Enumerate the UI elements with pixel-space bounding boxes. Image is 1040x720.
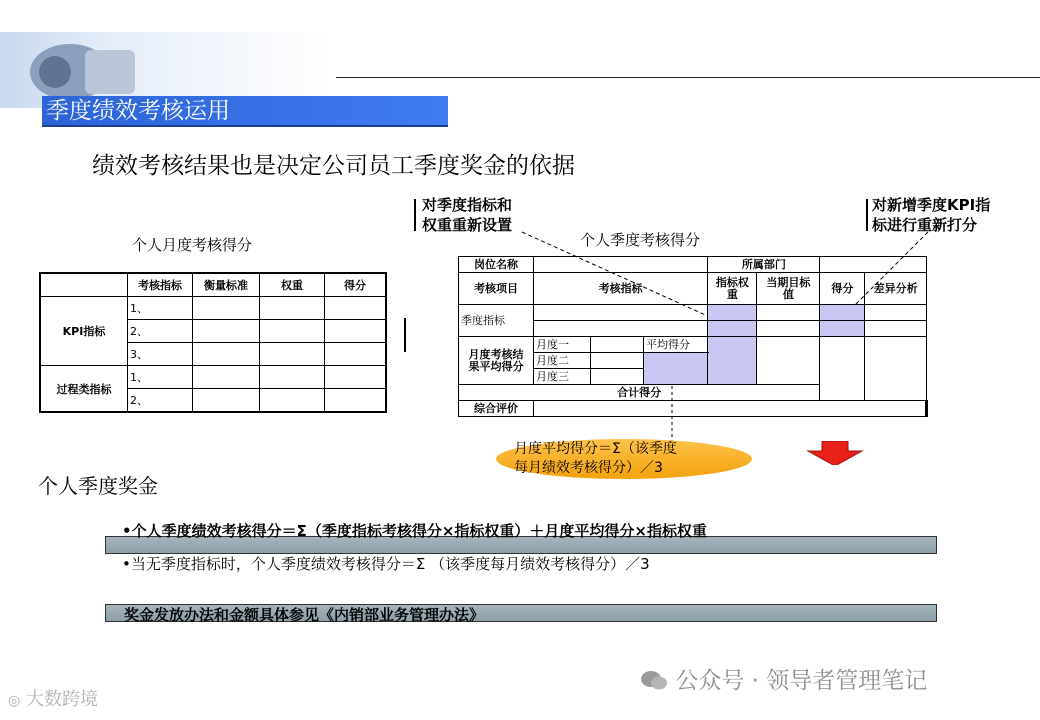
quarterly-caption: 个人季度考核得分 — [580, 231, 701, 249]
table-cell: 指标权 重 — [708, 273, 757, 305]
table-cell: 月度一 — [534, 337, 591, 353]
table-cell: 月度三 — [534, 369, 591, 385]
table-cell — [820, 257, 927, 273]
table-cell: 差异分析 — [865, 273, 927, 305]
page-title: 季度绩效考核运用 — [42, 96, 448, 127]
group-label: KPI指标 — [40, 297, 128, 366]
column-header: 衡量标准 — [193, 273, 260, 297]
table-cell: 综合评价 — [459, 401, 534, 417]
column-header: 得分 — [325, 273, 387, 297]
row-label: 2、 — [128, 320, 193, 343]
table-cell: 平均得分 — [644, 337, 708, 353]
formula-line-1: •个人季度绩效考核得分＝Σ（季度指标考核得分×指标权重）＋月度平均得分×指标权重 — [122, 522, 707, 540]
table-cell: 当期目标 值 — [757, 273, 820, 305]
group-label: 过程类指标 — [40, 366, 128, 413]
table-cell: 季度指标 — [459, 305, 534, 337]
brand-watermark: ◎ 大数跨境 — [8, 689, 98, 710]
callout-right: 对新增季度KPI指 标进行重新打分 — [872, 196, 991, 234]
table-cell: 考核项目 — [459, 273, 534, 305]
table-cell: 考核指标 — [534, 273, 708, 305]
bonus-heading: 个人季度奖金 — [38, 474, 158, 498]
monthly-caption: 个人月度考核得分 — [132, 236, 253, 254]
row-label: 3、 — [128, 343, 193, 366]
table-cell: 得分 — [820, 273, 865, 305]
column-header: 考核指标 — [128, 273, 193, 297]
down-arrow-icon — [806, 441, 864, 465]
formula-line-2: •当无季度指标时，个人季度绩效考核得分＝Σ （该季度每月绩效考核得分）／3 — [122, 555, 650, 573]
table-cell: 所属部门 — [708, 257, 820, 273]
table-cell: 月度考核结 果平均得分 — [459, 337, 534, 385]
row-label: 1、 — [128, 297, 193, 320]
wechat-watermark: 公众号 · 领导者管理笔记 — [640, 662, 927, 695]
quarterly-score-table — [458, 256, 928, 417]
row-label: 1、 — [128, 366, 193, 389]
page-subtitle: 绩效考核结果也是决定公司员工季度奖金的依据 — [92, 153, 575, 179]
table-cell — [534, 257, 708, 273]
wechat-icon — [640, 669, 668, 691]
column-header: 权重 — [260, 273, 325, 297]
row-label: 2、 — [128, 389, 193, 413]
brand-logo-icon: ◎ — [8, 693, 21, 709]
bonus-note: 奖金发放办法和金额具体参见《内销部业务管理办法》 — [124, 606, 485, 624]
monthly-average-formula: 月度平均得分＝Σ（该季度 每月绩效考核得分）／3 — [514, 441, 677, 476]
table-cell: 合计得分 — [459, 385, 820, 401]
table-cell: 岗位名称 — [459, 257, 534, 273]
table-cell: 月度二 — [534, 353, 591, 369]
callout-left: 对季度指标和 权重重新设置 — [422, 196, 513, 234]
